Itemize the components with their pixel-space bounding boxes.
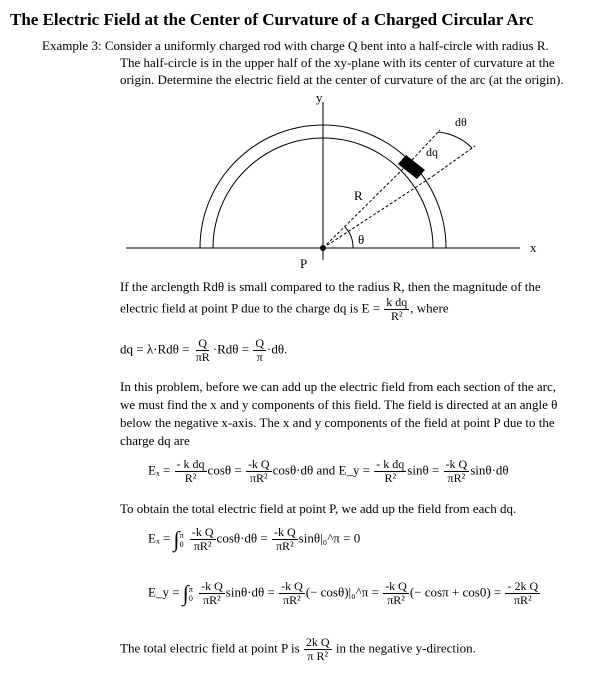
frac-num: Q: [198, 336, 208, 350]
frac-num: - k dq: [376, 457, 405, 471]
frac-num: k dq: [386, 295, 408, 309]
upper-limit: π: [188, 584, 193, 594]
frac-den: πR²: [447, 471, 466, 485]
x-label: x: [530, 240, 537, 255]
point-p-label: P: [300, 256, 308, 271]
dq-label: dq: [426, 145, 438, 159]
dtheta-arc: [438, 132, 472, 148]
ex-int-mid: cosθ·dθ =: [216, 530, 268, 546]
lower-limit: 0: [188, 593, 193, 603]
dq-lhs: dq = λ·Rdθ =: [120, 341, 190, 357]
theta-label: θ: [358, 232, 365, 247]
theta-arc: [345, 227, 353, 248]
frac-den: πR²: [276, 539, 294, 553]
frac-num: - k dq: [176, 457, 205, 471]
frac-a: [175, 458, 207, 485]
frac-i: [505, 580, 540, 607]
component-equations: [148, 458, 509, 485]
frac-den: πR: [195, 350, 210, 364]
radius-line-2: [323, 176, 433, 248]
cosd-text: cosθ·dθ and: [272, 462, 336, 478]
frac-num: - 2k Q: [507, 579, 539, 593]
dq-mid: ·Rdθ =: [212, 341, 250, 357]
y-label: y: [316, 90, 323, 105]
conclusion: [120, 636, 476, 663]
dq-frac-2: [253, 337, 266, 364]
ex-int-end: sinθ|₀^π = 0: [298, 530, 361, 546]
ey-int-mid2: (− cosθ)|₀^π =: [305, 584, 379, 600]
conclusion-pre: The total electric field at point P is: [120, 640, 300, 656]
limits: [180, 531, 184, 549]
frac-den: π: [256, 350, 263, 364]
frac-den: πR²: [193, 539, 212, 553]
arc-diagram: [0, 88, 613, 273]
limits: [189, 585, 193, 603]
frac-b: [246, 458, 272, 485]
dq-frac-1: [194, 337, 212, 364]
frac-den: πR²: [387, 593, 405, 607]
frac-den: πR²: [203, 593, 221, 607]
frac-c: [374, 458, 406, 485]
radius-line: [323, 160, 412, 248]
frac-num: -k Q: [247, 457, 270, 471]
frac-num: -k Q: [281, 579, 303, 593]
frac-num: -k Q: [274, 525, 296, 539]
para2-line3: below the negative x-axis. The x and y components of the field at point P due to the: [120, 415, 555, 430]
dq-end: ·dθ.: [267, 341, 288, 357]
frac-den: R²: [384, 471, 397, 485]
frac-g: [272, 526, 298, 553]
frac-den: R²: [184, 471, 197, 485]
frac-d: [444, 458, 470, 485]
integral-sign: ∫: [182, 580, 189, 606]
ey-int-mid3: (− cosπ + cos0) =: [409, 584, 502, 600]
dq-element: [398, 155, 425, 179]
cos-text: cosθ =: [207, 462, 242, 478]
ey-integral: [148, 580, 541, 607]
radius-label: R: [354, 188, 363, 203]
frac-g2: [279, 580, 305, 607]
para2-line1: In this problem, before we can add up the electric field from each section of the arc,: [120, 379, 557, 394]
lower-limit: 0: [179, 539, 184, 549]
conclusion-post: in the negative y-direction.: [335, 640, 476, 656]
para1-line2: [120, 296, 449, 323]
example-line-2: The half-circle is in the upper half of the xy-plane with its center of curvature at the: [120, 55, 555, 70]
frac-den: R²: [390, 309, 403, 323]
frac-num: -k Q: [201, 579, 223, 593]
sin-text: sinθ =: [407, 462, 440, 478]
integral-sign: ∫: [173, 526, 180, 552]
para1-post: , where: [410, 300, 449, 316]
upper-limit: π: [179, 530, 184, 540]
frac-f2: [199, 580, 225, 607]
para1-text: electric field at point P due to the charge dq is E =: [120, 300, 381, 316]
example-line-1: [42, 37, 549, 55]
ey-lhs: E_y =: [338, 462, 371, 478]
conclusion-frac: [304, 636, 332, 663]
frac-den: πR²: [513, 593, 532, 607]
ex-int-lhs: Eₓ =: [148, 530, 171, 546]
frac-num: 2k Q: [305, 635, 330, 649]
para2-line4: charge dq are: [120, 433, 190, 448]
example-line-3: origin. Determine the electric field at the center of curvature of the arc (at the origin).: [120, 72, 564, 87]
example-text-1: Consider a uniformly charged rod with charge Q bent into a half-circle with radius R.: [104, 38, 549, 53]
frac-f: [190, 526, 216, 553]
point-p-dot: [320, 245, 326, 251]
para1-line1: If the arclength Rdθ is small compared to the radius R, then the magnitude of the: [120, 279, 541, 294]
frac-num: Q: [255, 336, 264, 350]
dtheta-label: dθ: [455, 115, 467, 129]
frac-den: πR²: [283, 593, 301, 607]
ex-lhs: Eₓ =: [148, 462, 171, 478]
frac-den: π R²: [307, 649, 329, 663]
ey-int-mid: sinθ·dθ =: [225, 584, 275, 600]
ex-integral: [148, 526, 360, 553]
frac-num: -k Q: [191, 525, 214, 539]
para2-line2: we must find the x and y components of this field. The field is directed at an angle θ: [120, 397, 558, 412]
para3: To obtain the total electric field at point P, we add up the field from each dq.: [120, 501, 517, 516]
frac-h: [383, 580, 409, 607]
field-fraction: [384, 296, 409, 323]
frac-num: -k Q: [385, 579, 407, 593]
frac-num: -k Q: [445, 457, 468, 471]
dq-equation: [120, 337, 287, 364]
ey-int-lhs: E_y =: [148, 584, 180, 600]
frac-den: πR²: [249, 471, 268, 485]
sind-text: sinθ·dθ: [470, 462, 509, 478]
page-title: The Electric Field at the Center of Curvature of a Charged Circular Arc: [10, 10, 534, 29]
dtheta-ray-2: [433, 146, 475, 176]
example-label: Example 3:: [42, 38, 102, 53]
